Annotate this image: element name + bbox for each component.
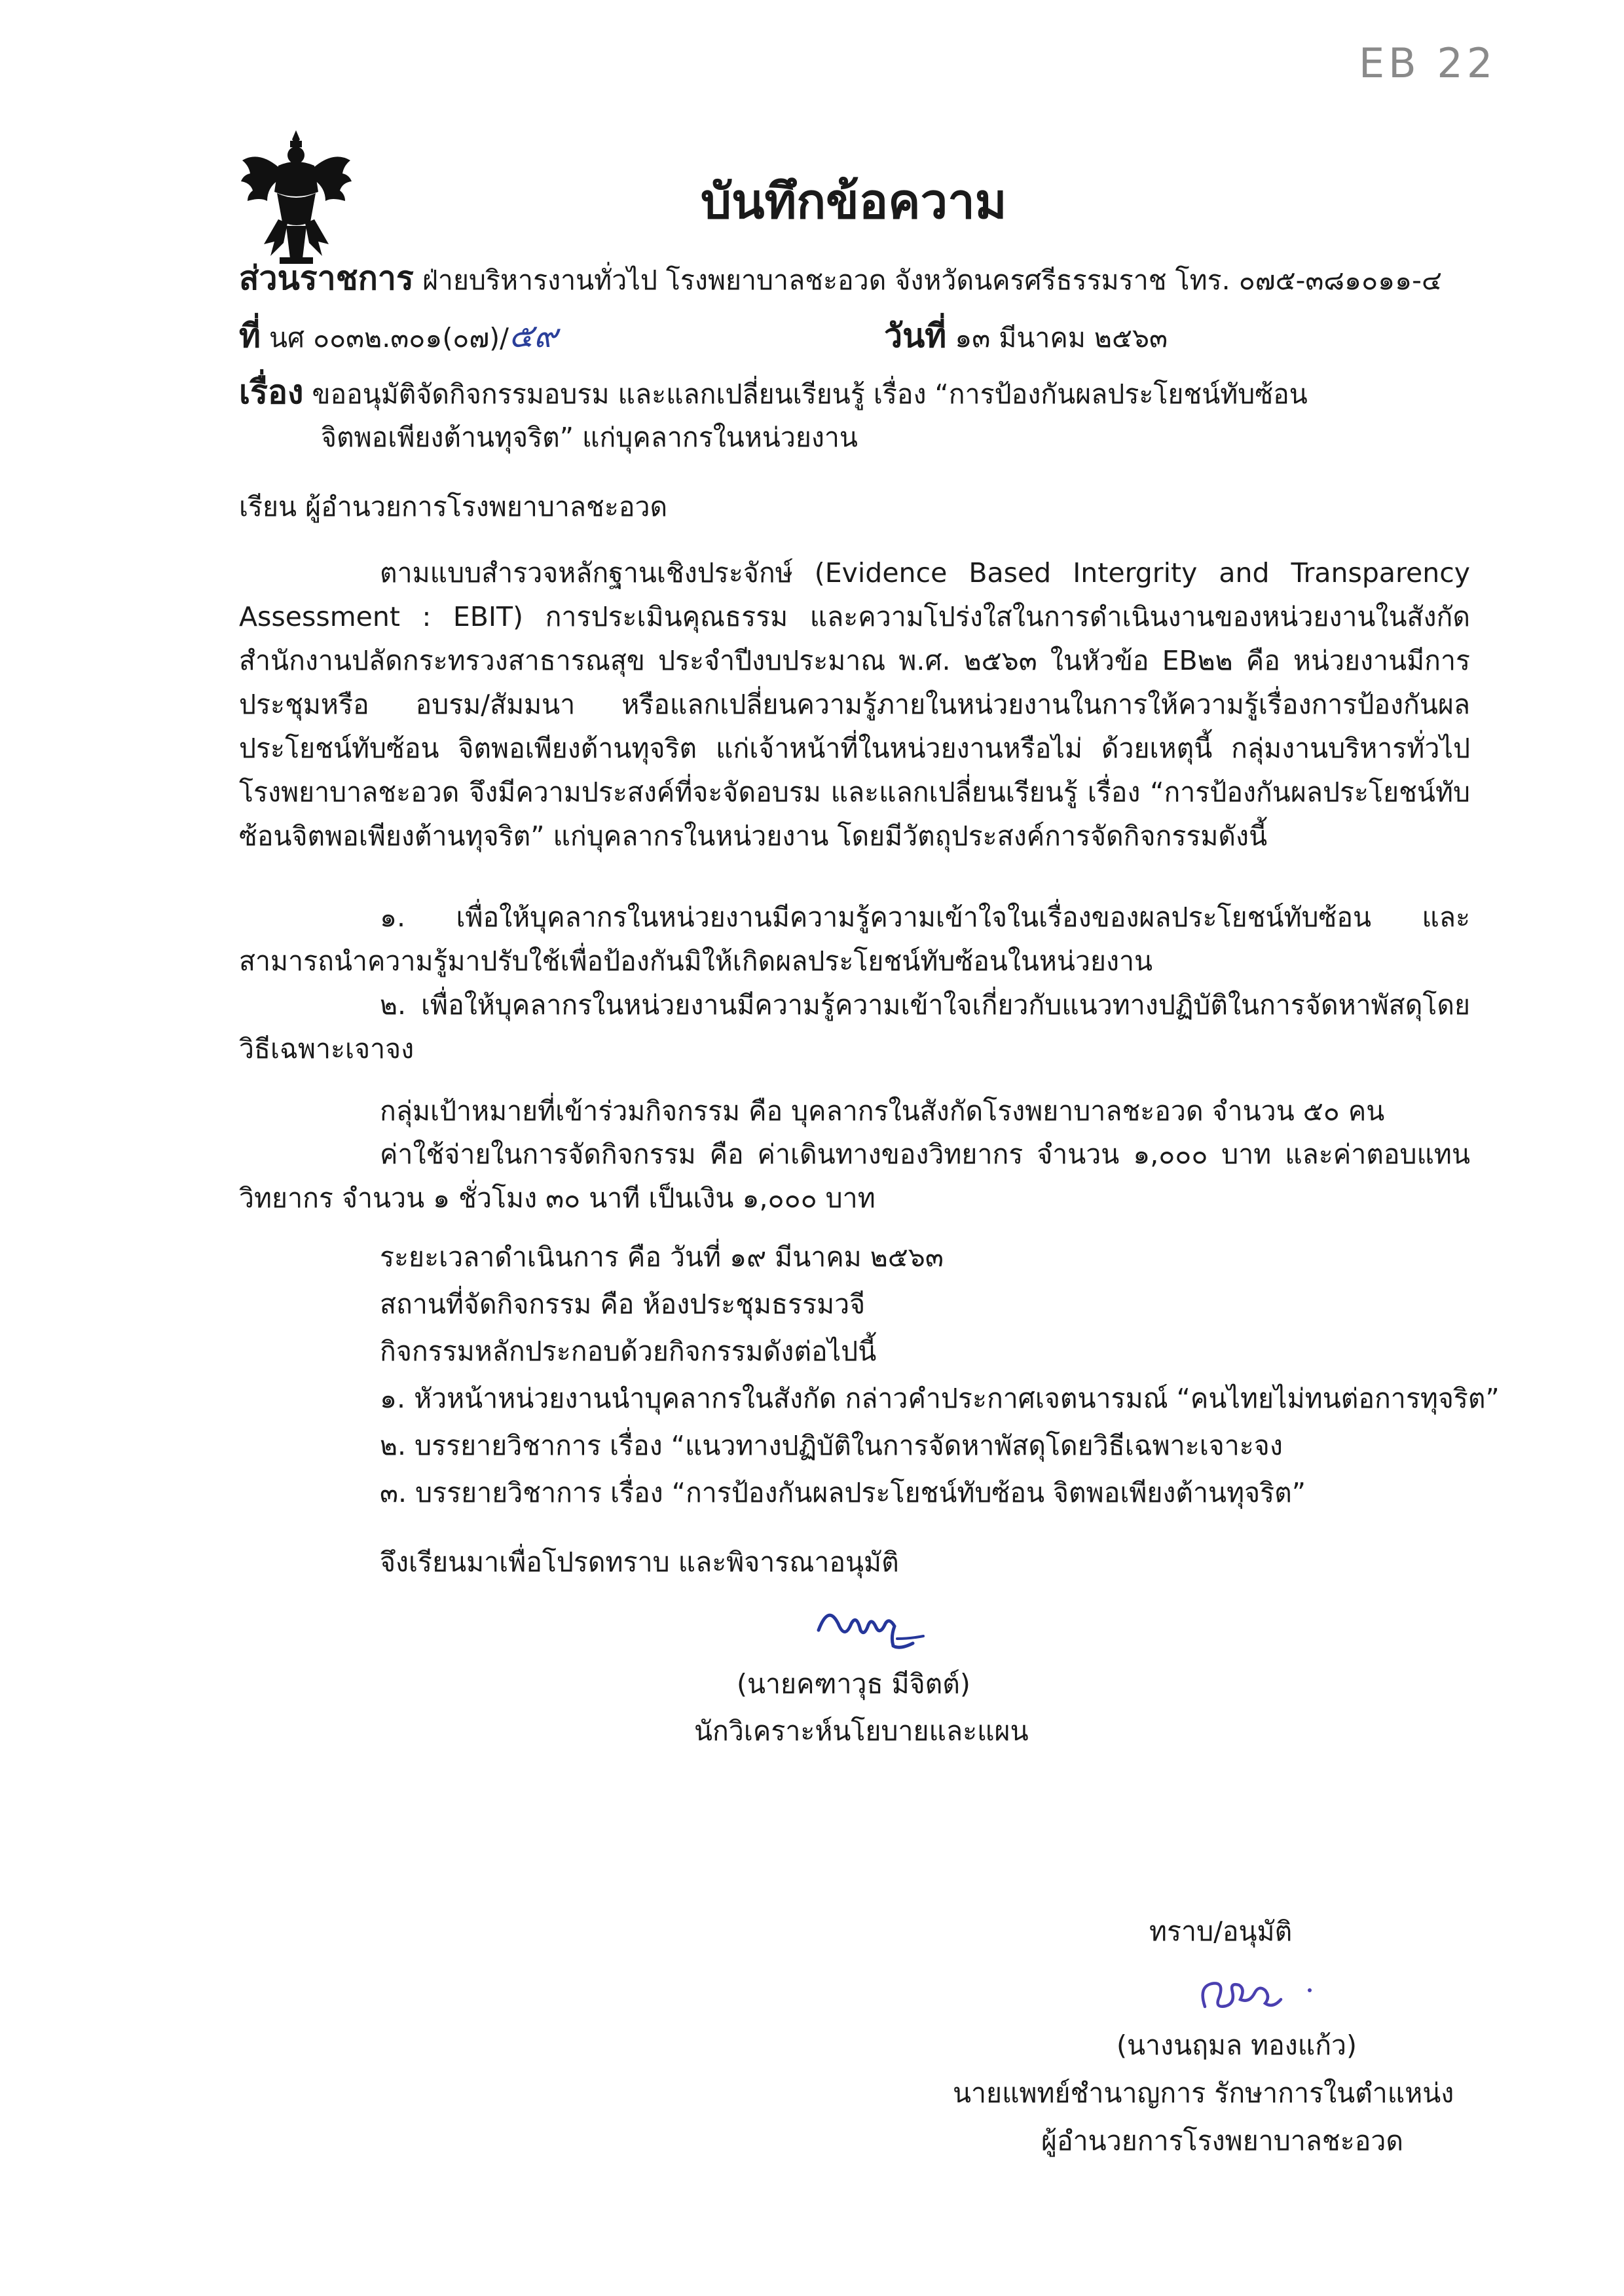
- signature-1-icon: [812, 1601, 930, 1656]
- signer-name: (นายคฑาวุธ มีจิตต์): [737, 1668, 970, 1700]
- closing-line: จึงเรียนมาเพื่อโปรดทราบ และพิจารณาอนุมัติ: [380, 1546, 899, 1578]
- subject-line-1: ขออนุมัติจัดกิจกรรมอบรม และแลกเปลี่ยนเรียนรู้ เรื่อง “การป้องกันผลประโยชน์ทับซ้อน: [312, 378, 1308, 410]
- approver-name: (นางนฤมล ทองแก้ว): [1116, 2030, 1357, 2061]
- subject-row: [239, 367, 1308, 418]
- handwritten-note: EB 22: [1359, 39, 1497, 87]
- page-title: บันทึกข้อความ: [701, 173, 1007, 230]
- approver-position-2: ผู้อำนวยการโรงพยาบาลชะอวด: [1041, 2125, 1404, 2157]
- objective-2: ๒. เพื่อให้บุคลากรในหน่วยงานมีความรู้ความเข้าใจเกี่ยวกับแนวทางปฏิบัติในการจัดหาพัสดุโดยวิธีเฉพาะเจาจง: [239, 989, 1470, 1065]
- signer-position: นักวิเคราะห์นโยบายและแผน: [694, 1715, 1029, 1747]
- department-row: [239, 253, 1442, 304]
- period-line: ระยะเวลาดำเนินการ คือ วันที่ ๑๙ มีนาคม ๒๕๖๓: [380, 1241, 944, 1273]
- activity-1: ๑. หัวหน้าหน่วยงานนำบุคลากรในสังกัด กล่าวคำประกาศเจตนารมณ์ “คนไทยไม่ทนต่อการทุจริต”: [380, 1383, 1500, 1414]
- reference-row: [239, 310, 557, 362]
- reference-label: ที่: [239, 317, 261, 355]
- reference-value: นศ ๐๐๓๒.๓๐๑(๐๗)/: [269, 322, 509, 354]
- date-value: ๑๓ มีนาคม ๒๕๖๓: [955, 322, 1168, 354]
- intro-paragraph: ตามแบบสำรวจหลักฐานเชิงประจักษ์ (Evidence Based Intergrity and Transparency Assessment : EBIT) การประเมินคุณธรรม และความโปร่งใสในการดำเนินงานของหน่วยงานในสังกัดสำนักงานปลัดกระทรวงสาธารณสุข ประจำปีงบประมาณ พ.ศ. ๒๕๖๓ ในหัวข้อ EB๒๒ คือ หน่วยงานมีการประชุมหรือ อบรม/สัมมนา หรือแลกเปลี่ยนความรู้ภายในหน่วยงานในการให้ความรู้เรื่องการป้องกันผลประโยชน์ทับซ้อน จิตพอเพียงต้านทุจริต แก่เจ้าหน้าที่ในหน่วยงานหรือไม่ ด้วยเหตุนี้ กลุ่มงานบริหารทั่วไปโรงพยาบาลชะอวด จึงมีความประสงค์ที่จะจัดอบรม และแลกเปลี่ยนเรียนรู้ เรื่อง “การป้องกันผลประโยชน์ทับซ้อนจิตพอเพียงต้านทุจริต” แก่บุคลากรในหน่วยงาน โดยมีวัตถุประสงค์การจัดกิจกรรมดังนี้: [239, 557, 1470, 852]
- garuda-emblem-icon: [239, 128, 354, 268]
- objective-1: ๑. เพื่อให้บุคลากรในหน่วยงานมีความรู้ความเข้าใจในเรื่องของผลประโยชน์ทับซ้อน และสามารถนำความรู้มาปรับใช้เพื่อป้องกันมิให้เกิดผลประโยชน์ทับซ้อนในหน่วยงาน: [239, 902, 1470, 977]
- activities-intro: กิจกรรมหลักประกอบด้วยกิจกรรมดังต่อไปนี้: [380, 1336, 877, 1367]
- target-group: กลุ่มเป้าหมายที่เข้าร่วมกิจกรรม คือ บุคลากรในสังกัดโรงพยาบาลชะอวด จำนวน ๕๐ คน: [380, 1095, 1385, 1127]
- activity-2: ๒. บรรยายวิชาการ เรื่อง “แนวทางปฏิบัติในการจัดหาพัสดุโดยวิธีเฉพาะเจาะจง: [380, 1430, 1283, 1461]
- expense-paragraph: ค่าใช้จ่ายในการจัดกิจกรรม คือ ค่าเดินทางของวิทยากร จำนวน ๑,๐๐๐ บาท และค่าตอบแทนวิทยากร จำนวน ๑ ชั่วโมง ๓๐ นาที เป็นเงิน ๑,๐๐๐ บาท: [239, 1139, 1470, 1214]
- reference-number: ๕๙: [508, 317, 558, 355]
- subject-label: เรื่อง: [239, 373, 304, 411]
- approval-note: ทราบ/อนุมัติ: [1149, 1916, 1293, 1947]
- subject-line-2: จิตพอเพียงต้านทุจริต” แก่บุคลากรในหน่วยงาน: [321, 422, 858, 453]
- department-label: ส่วนราชการ: [239, 259, 414, 297]
- date-row: [884, 310, 1168, 362]
- venue-line: สถานที่จัดกิจกรรม คือ ห้องประชุมธรรมวจี: [380, 1288, 866, 1320]
- date-label: วันที่: [884, 317, 947, 355]
- department-value: ฝ่ายบริหารงานทั่วไป โรงพยาบาลชะอวด จังหวัดนครศรีธรรมราช โทร. ๐๗๕-๓๘๑๐๑๑-๔: [422, 264, 1442, 296]
- salutation: เรียน ผู้อำนวยการโรงพยาบาลชะอวด: [239, 491, 668, 522]
- activity-3: ๓. บรรยายวิชาการ เรื่อง “การป้องกันผลประโยชน์ทับซ้อน จิตพอเพียงต้านทุจริต”: [380, 1477, 1306, 1508]
- approver-position-1: นายแพทย์ชำนาญการ รักษาการในตำแหน่ง: [953, 2077, 1454, 2109]
- signature-2-icon: [1192, 1971, 1323, 2030]
